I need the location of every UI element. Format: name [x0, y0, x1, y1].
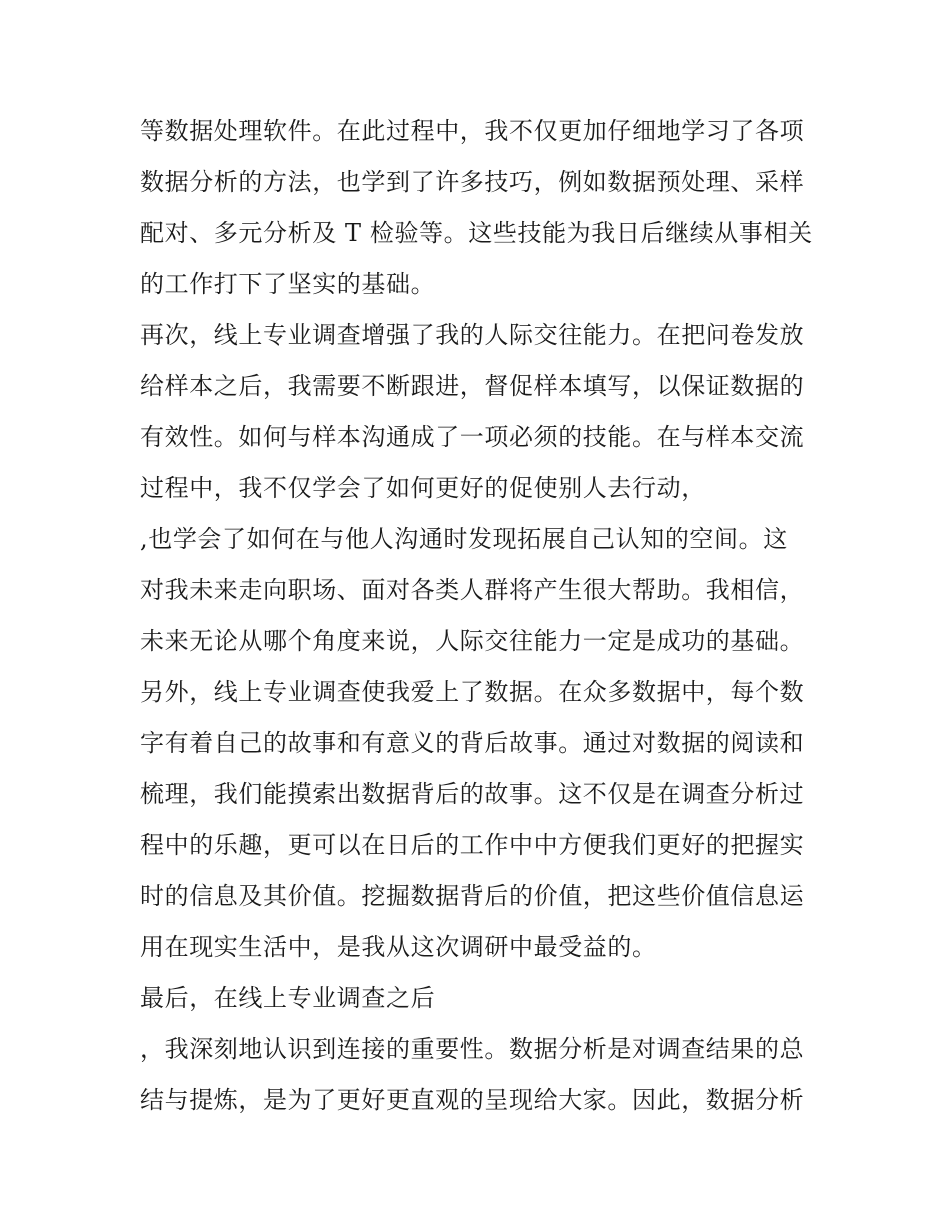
text-line: 给样本之后，我需要不断跟进，督促样本填写，以保证数据的: [140, 372, 805, 400]
text-line: 有效性。如何与样本沟通成了一项必须的技能。在与样本交流: [140, 423, 805, 451]
text-line: 对我未来走向职场、面对各类人群将产生很大帮助。我相信，: [140, 576, 805, 604]
text-line: ,也学会了如何在与他人沟通时发现拓展自己认知的空间。这: [140, 525, 788, 553]
text-line: 结与提炼，是为了更好更直观的呈现给大家。因此，数据分析: [140, 1086, 805, 1114]
text-line: 等数据处理软件。在此过程中，我不仅更加仔细地学习了各项: [140, 117, 805, 145]
text-line: 再次，线上专业调查增强了我的人际交往能力。在把问卷发放: [140, 321, 805, 349]
text-line: 过程中，我不仅学会了如何更好的促使别人去行动，: [140, 474, 706, 502]
text-line: 时的信息及其价值。挖掘数据背后的价值，把这些价值信息运: [140, 882, 805, 910]
text-line: 的工作打下了坚实的基础。: [140, 270, 436, 298]
text-line: 梳理，我们能摸索出数据背后的故事。这不仅是在调查分析过: [140, 780, 805, 808]
text-line: 另外，线上专业调查使我爱上了数据。在众多数据中，每个数: [140, 678, 805, 706]
text-line: 字有着自己的故事和有意义的背后故事。通过对数据的阅读和: [140, 729, 805, 757]
text-line: 数据分析的方法，也学到了许多技巧，例如数据预处理、采样: [140, 168, 805, 196]
body-text: [140, 106, 840, 1126]
text-line: 配对、多元分析及 T 检验等。这些技能为我日后继续从事相关: [140, 219, 813, 247]
text-line: 程中的乐趣，更可以在日后的工作中中方便我们更好的把握实: [140, 831, 805, 859]
text-line: ，我深刻地认识到连接的重要性。数据分析是对调查结果的总: [140, 1035, 805, 1063]
text-line: 用在现实生活中，是我从这次调研中最受益的。: [140, 933, 657, 961]
text-line: 最后，在线上专业调查之后: [140, 984, 436, 1012]
text-line: 未来无论从哪个角度来说，人际交往能力一定是成功的基础。: [140, 627, 805, 655]
